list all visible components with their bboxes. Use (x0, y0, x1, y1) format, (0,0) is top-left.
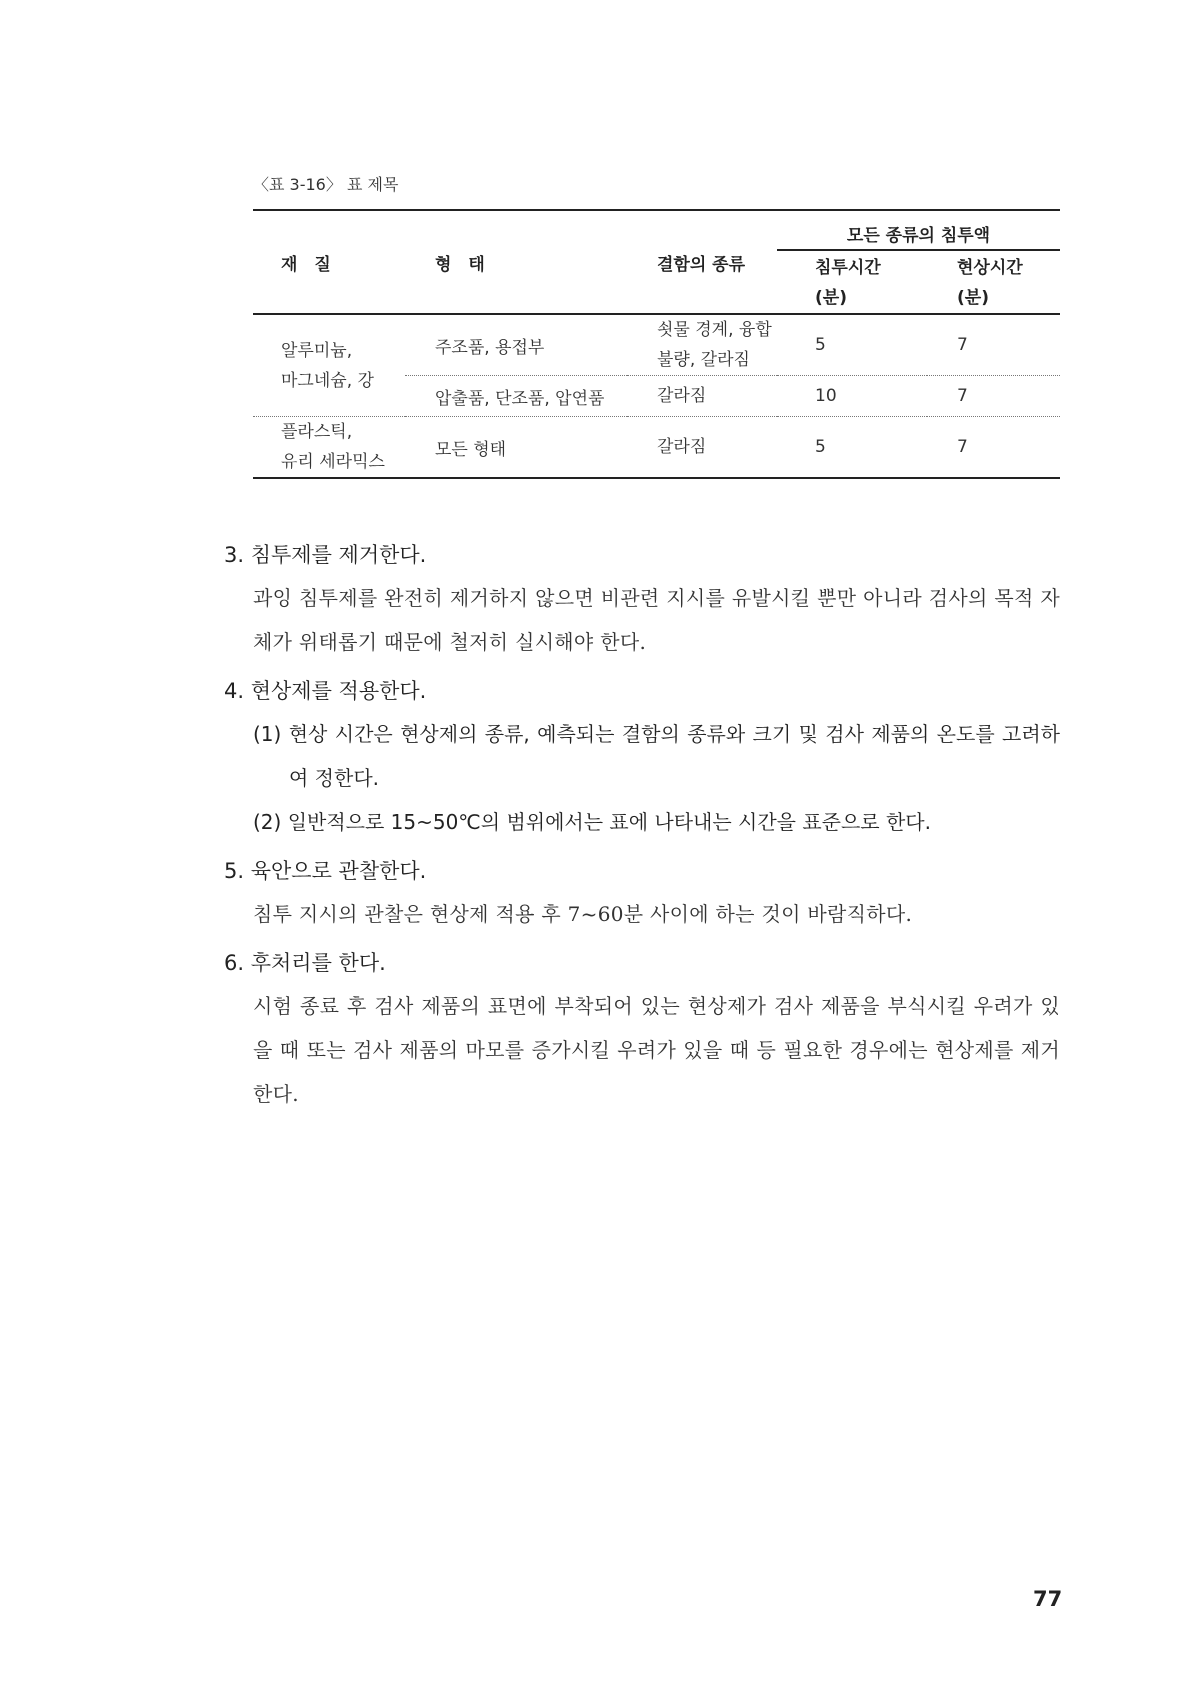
cell-form: 주조품, 용접부 (405, 314, 627, 376)
table-row (253, 314, 1060, 376)
cell-penetration-time: 5 (777, 417, 927, 479)
cell-material (253, 314, 405, 417)
page-number: 77 (1033, 1587, 1063, 1611)
cell-defect: 갈라짐 (627, 417, 777, 479)
cell-penetration-time: 5 (777, 314, 927, 376)
penetration-time-table (253, 209, 1060, 479)
cell-develop-time: 7 (927, 376, 1060, 417)
cell-material-line2: 마그네슘, 강 (281, 370, 374, 391)
cell-develop-time: 7 (927, 314, 1060, 376)
cell-material-line1: 알루미늄, (281, 340, 353, 361)
header-defect: 결함의 종류 (627, 210, 777, 314)
cell-defect: 갈라짐 (627, 376, 777, 417)
cell-defect-line1: 쇳물 경계, 융합 (657, 320, 772, 340)
cell-defect-line2: 불량, 갈라짐 (657, 350, 750, 370)
step-3-text: 과잉 침투제를 완전히 제거하지 않으면 비관련 지시를 유발시킬 뿐만 아니라 검사의 목적 자체가 위태롭기 때문에 철저히 실시해야 한다. (253, 586, 1060, 654)
cell-material-line1: 플라스틱, (281, 422, 353, 442)
header-material: 재 질 (253, 210, 405, 314)
header-penetration-time-label: 침투시간 (815, 258, 881, 278)
procedure-steps (224, 540, 1060, 1128)
step-6-text: 시험 종료 후 검사 제품의 표면에 부착되어 있는 현상제가 검사 제품을 부식시킬 우려가 있을 때 또는 검사 제품의 마모를 증가시킬 우려가 있을 때 등 필요한 경우에는 현상제를 제거한다. (253, 994, 1060, 1106)
cell-material-line2: 유리 세라믹스 (281, 452, 385, 472)
step-3-title: 3. 침투제를 제거한다. (224, 543, 427, 567)
cell-material (253, 417, 405, 479)
step-5-text: 침투 지시의 관찰은 현상제 적용 후 7~60분 사이에 하는 것이 바람직하다. (253, 902, 913, 926)
header-form: 형 태 (405, 210, 627, 314)
cell-defect (627, 314, 777, 376)
step-4-title: 4. 현상제를 적용한다. (224, 679, 427, 703)
table-row (253, 417, 1060, 479)
table-caption: 〈표 3-16〉 표 제목 (253, 175, 399, 194)
header-penetration-time (777, 250, 927, 314)
cell-form: 모든 형태 (405, 417, 627, 479)
step-4-item-1: (1) 현상 시간은 현상제의 종류, 예측되는 결함의 종류와 크기 및 검사 제품의 온도를 고려하여 정한다. (253, 722, 1060, 790)
cell-form: 압출품, 단조품, 압연품 (405, 376, 627, 417)
header-penetrant-group: 모든 종류의 침투액 (777, 210, 1060, 250)
step-5-title: 5. 육안으로 관찰한다. (224, 859, 427, 883)
header-develop-time-label: 현상시간 (957, 258, 1023, 278)
step-6-title: 6. 후처리를 한다. (224, 951, 386, 975)
step-4-item-2: (2) 일반적으로 15~50℃의 범위에서는 표에 나타내는 시간을 표준으로 한다. (253, 810, 931, 834)
cell-penetration-time: 10 (777, 376, 927, 417)
header-penetration-time-unit: (분) (815, 288, 847, 308)
cell-develop-time: 7 (927, 417, 1060, 479)
header-develop-time (927, 250, 1060, 314)
header-develop-time-unit: (분) (957, 288, 989, 308)
